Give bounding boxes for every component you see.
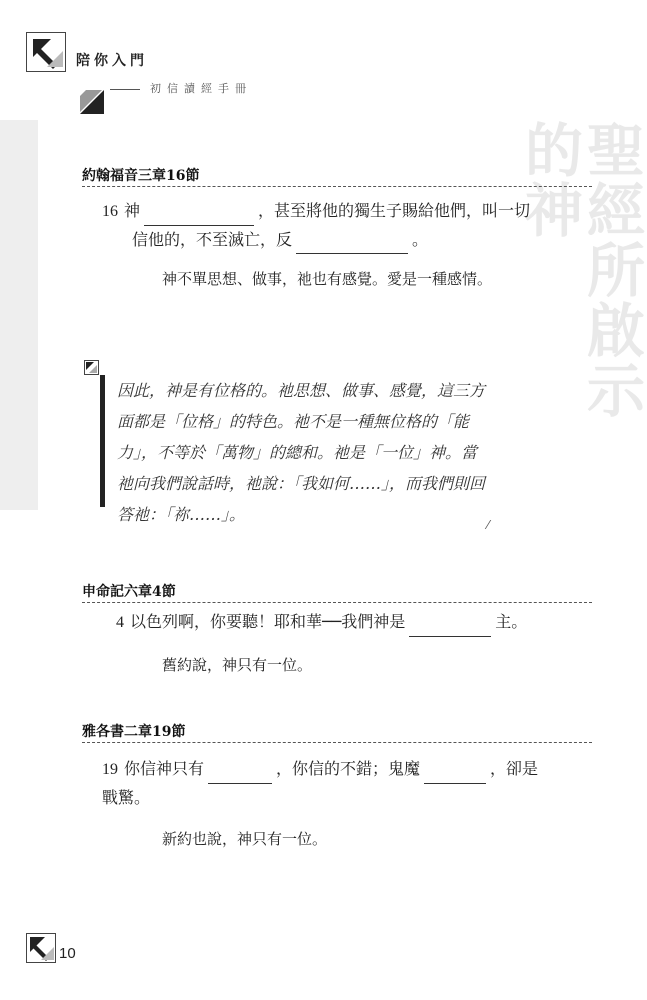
header-corner-icon xyxy=(26,32,66,72)
verse-john-3-16: 16 神 ，甚至將他的獨生子賜給他們，叫一切 信他的，不至滅亡，反 。 xyxy=(102,197,597,254)
verse-james-2-19: 19 你信神只有 ，你信的不錯；鬼魔 ，卻是 戰驚。 xyxy=(102,759,539,807)
book-subtitle: 初信讀經手冊 xyxy=(110,80,252,96)
section-divider xyxy=(82,602,592,603)
verse-number: 16 xyxy=(102,203,118,220)
verse-deut-6-4: 4 以色列啊，你要聽！耶和華──我們神是 主。 xyxy=(102,608,597,637)
fill-blank[interactable] xyxy=(208,765,272,784)
note-deuteronomy: 舊約說，神只有一位。 xyxy=(162,656,313,674)
note-james: 新約也說，神只有一位。 xyxy=(162,830,328,848)
sidebar-strip xyxy=(0,120,38,510)
section-divider xyxy=(82,742,592,743)
key-point-quote: 因此，神是有位格的。祂思想、做事、感覺，這三方 面都是「位格」的特色。祂不是一種無位格的「能 力」，不等於「萬物」的總和。祂是「一位」神。當 祂向我們說話時，祂說：「我如何……」，而我們則回 答祂：「祢……」。 xyxy=(100,375,595,507)
footer-corner-icon xyxy=(26,933,56,963)
ink-speck: ⁄ xyxy=(487,518,490,532)
verse-number: 4 xyxy=(116,614,124,631)
fill-blank[interactable] xyxy=(296,235,408,254)
background-watermark-text: 聖經所啟示的神 xyxy=(515,120,645,420)
quote-marker-icon xyxy=(84,360,99,375)
section-heading-deuteronomy: 申命記六章4節 xyxy=(82,584,176,600)
fill-blank[interactable] xyxy=(409,618,491,637)
page-number: 10 xyxy=(59,945,76,962)
fill-blank[interactable] xyxy=(144,207,254,226)
book-title: 陪你入門 xyxy=(76,53,148,69)
fill-blank[interactable] xyxy=(424,765,486,784)
verse-number: 19 xyxy=(102,761,118,778)
note-john: 神不單思想、做事，祂也有感覺。愛是一種感情。 xyxy=(162,270,493,288)
section-heading-james: 雅各書二章19節 xyxy=(82,724,186,740)
section-divider xyxy=(82,186,592,187)
section-heading-john: 約翰福音三章16節 xyxy=(82,168,200,184)
header-arrow-icon xyxy=(76,86,108,118)
